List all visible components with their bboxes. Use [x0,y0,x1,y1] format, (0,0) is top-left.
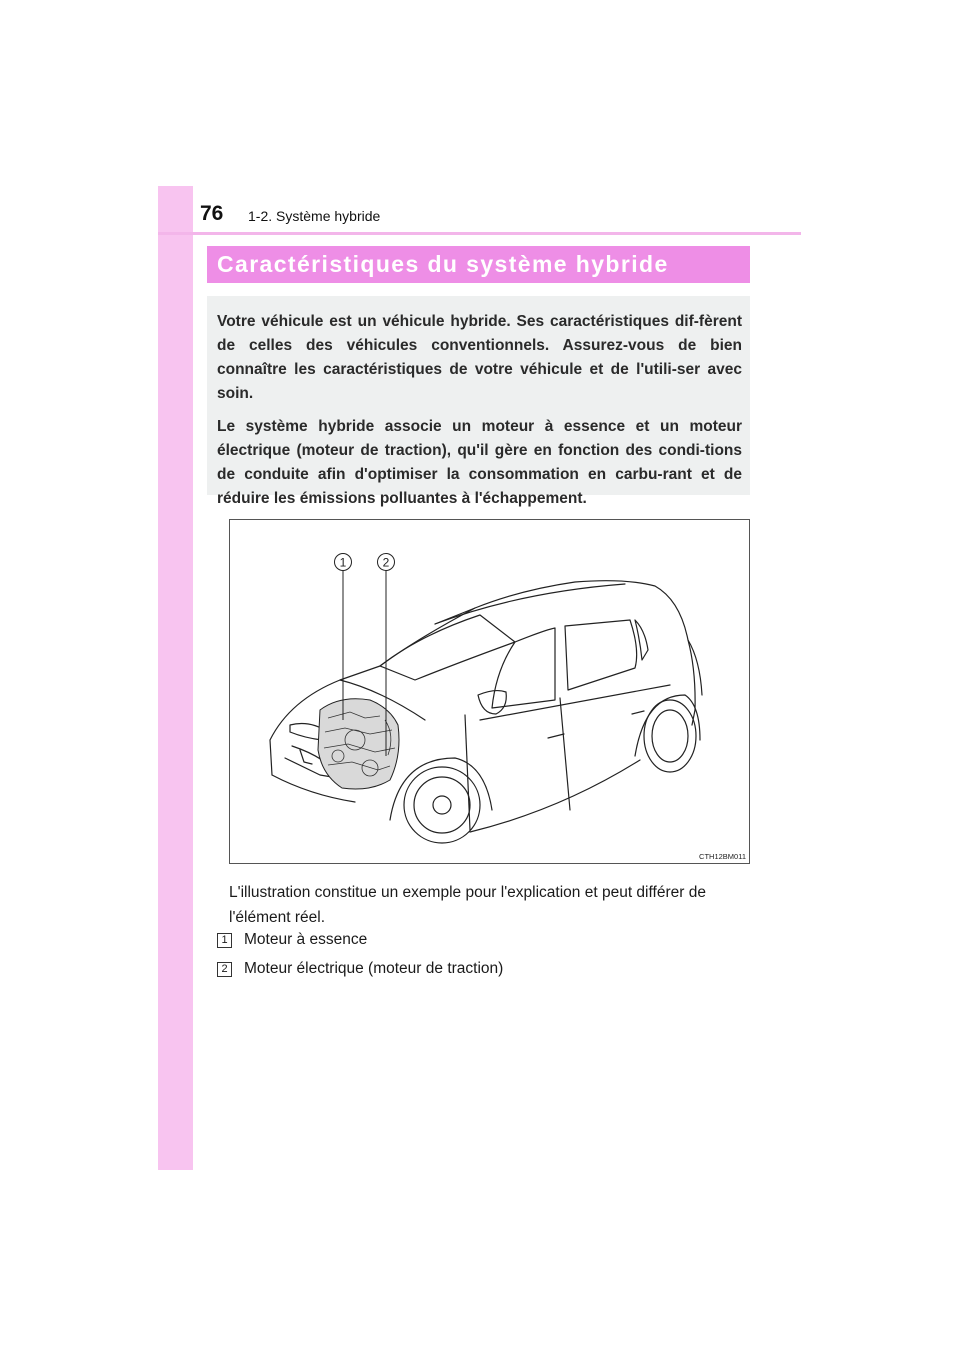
legend-label-2: Moteur électrique (moteur de traction) [244,960,504,977]
header-rule [158,232,801,235]
intro-paragraph-1: Votre véhicule est un véhicule hybride. Ses caractéristiques dif-fèrent de celles des véhicules conventionnels. Assurez-vous de bien connaître les caractéristiques de votre véhicule et de l'utili-ser avec soin. [217,313,742,402]
page-title: Caractéristiques du système hybride [217,251,669,277]
side-band [158,186,193,1170]
section-label: 1-2. Système hybride [248,208,381,224]
callout-1-label: 1 [339,555,347,570]
legend-item-1 [217,931,367,949]
intro-box [207,296,750,507]
legend-number-1: 1 [217,933,232,948]
legend-item-2 [217,960,503,978]
figure-caption: L'illustration constitue un exemple pour l'explication et peut différer de l'élément réel. [229,884,706,926]
hybrid-car-illustration [229,519,750,864]
title-bar [207,246,750,283]
page-number: 76 [200,202,224,225]
car-drawing [230,520,749,863]
legend-number-2: 2 [217,962,232,977]
callout-2-label: 2 [382,555,390,570]
figure-code: CTH12BM011 [699,852,746,861]
legend-label-1: Moteur à essence [244,931,368,948]
intro-paragraph-2: Le système hybride associe un moteur à essence et un moteur électrique (moteur de traction), qu'il gère en fonction des condi-tions de conduite afin d'optimiser la consommation en carbu-rant et de réduire les émissions polluantes à l'échappement. [217,418,742,507]
